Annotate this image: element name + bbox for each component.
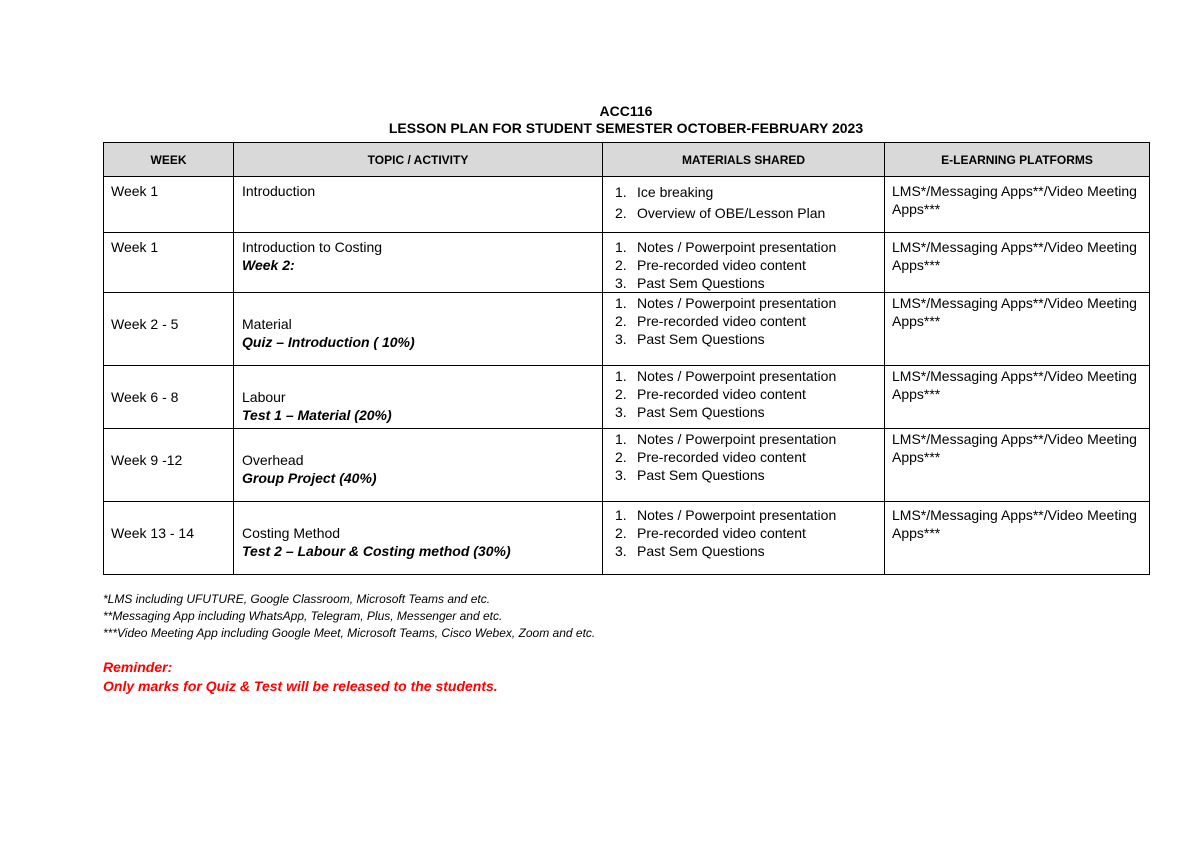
- list-item: 3. Past Sem Questions: [615, 275, 765, 291]
- materials-cell: [603, 293, 885, 366]
- header-topic: TOPIC / ACTIVITY: [234, 143, 603, 177]
- materials-cell: [603, 366, 885, 429]
- table-row: [104, 177, 1150, 233]
- list-item: 2. Pre-recorded video content: [615, 449, 806, 465]
- reminder-block: [103, 658, 498, 696]
- week-cell: Week 9 -12: [104, 429, 234, 502]
- platforms-cell: LMS*/Messaging Apps**/Video Meeting Apps***: [885, 233, 1150, 293]
- list-item: 2. Pre-recorded video content: [615, 313, 806, 329]
- course-code: ACC116: [599, 103, 653, 119]
- materials-list: [615, 238, 884, 292]
- activity-text: Week 2:: [242, 257, 295, 273]
- topic-text: Introduction to Costing: [242, 239, 383, 255]
- reminder-heading: Reminder:: [103, 659, 173, 675]
- platforms-cell: LMS*/Messaging Apps**/Video Meeting Apps***: [885, 502, 1150, 575]
- document-title-block: [103, 103, 1149, 137]
- week-cell: Week 1: [104, 233, 234, 293]
- topic-cell: [234, 177, 603, 233]
- table-header-row: [104, 143, 1150, 177]
- platforms-cell: LMS*/Messaging Apps**/Video Meeting Apps***: [885, 429, 1150, 502]
- list-item: 3. Past Sem Questions: [615, 543, 765, 559]
- activity-text: Test 2 – Labour & Costing method (30%): [242, 543, 511, 559]
- list-item: 3. Past Sem Questions: [615, 467, 765, 483]
- plan-title: LESSON PLAN FOR STUDENT SEMESTER OCTOBER-FEBRUARY 2023: [388, 120, 864, 136]
- materials-list: [615, 430, 884, 484]
- table-row: [104, 293, 1150, 366]
- header-platforms: E-LEARNING PLATFORMS: [885, 143, 1150, 177]
- footnote-messaging: **Messaging App including WhatsApp, Telegram, Plus, Messenger and etc.: [103, 609, 503, 623]
- list-item: 2. Overview of OBE/Lesson Plan: [615, 205, 826, 221]
- materials-cell: [603, 502, 885, 575]
- table-row: [104, 233, 1150, 293]
- list-item: 3. Past Sem Questions: [615, 404, 765, 420]
- topic-cell: [234, 233, 603, 293]
- topic-text: Labour: [242, 389, 286, 405]
- list-item: 2. Pre-recorded video content: [615, 525, 806, 541]
- footnote-video: ***Video Meeting App including Google Meet, Microsoft Teams, Cisco Webex, Zoom and etc.: [103, 626, 596, 640]
- topic-text: Introduction: [242, 183, 316, 199]
- materials-list: [615, 506, 884, 560]
- topic-text: Material: [242, 316, 292, 332]
- week-cell: Week 1: [104, 177, 234, 233]
- platforms-cell: LMS*/Messaging Apps**/Video Meeting Apps***: [885, 366, 1150, 429]
- platforms-cell: LMS*/Messaging Apps**/Video Meeting Apps***: [885, 293, 1150, 366]
- topic-cell: [234, 429, 603, 502]
- reminder-text: Only marks for Quiz & Test will be released to the students.: [103, 678, 498, 694]
- lesson-plan-table: [103, 142, 1150, 575]
- header-materials: MATERIALS SHARED: [603, 143, 885, 177]
- topic-text: Overhead: [242, 452, 304, 468]
- week-cell: Week 6 - 8: [104, 366, 234, 429]
- list-item: 3. Past Sem Questions: [615, 331, 765, 347]
- materials-list: [615, 182, 884, 224]
- list-item: 2. Pre-recorded video content: [615, 386, 806, 402]
- topic-cell: [234, 366, 603, 429]
- materials-cell: [603, 429, 885, 502]
- list-item: 1. Notes / Powerpoint presentation: [615, 507, 837, 523]
- week-cell: Week 13 - 14: [104, 502, 234, 575]
- topic-cell: [234, 502, 603, 575]
- list-item: 1. Notes / Powerpoint presentation: [615, 295, 837, 311]
- table-row: [104, 429, 1150, 502]
- materials-cell: [603, 177, 885, 233]
- activity-text: Test 1 – Material (20%): [242, 407, 392, 423]
- list-item: 1. Notes / Powerpoint presentation: [615, 239, 837, 255]
- materials-list: [615, 367, 884, 421]
- activity-text: Quiz – Introduction ( 10%): [242, 334, 415, 350]
- topic-text: Costing Method: [242, 525, 341, 541]
- footnotes: [103, 591, 595, 642]
- list-item: 1. Notes / Powerpoint presentation: [615, 368, 837, 384]
- list-item: 1. Notes / Powerpoint presentation: [615, 431, 837, 447]
- materials-cell: [603, 233, 885, 293]
- materials-list: [615, 294, 884, 348]
- topic-cell: [234, 293, 603, 366]
- header-week: WEEK: [104, 143, 234, 177]
- week-cell: Week 2 - 5: [104, 293, 234, 366]
- list-item: 2. Pre-recorded video content: [615, 257, 806, 273]
- table-row: [104, 502, 1150, 575]
- platforms-cell: LMS*/Messaging Apps**/Video Meeting Apps***: [885, 177, 1150, 233]
- list-item: 1. Ice breaking: [615, 184, 714, 200]
- activity-text: Group Project (40%): [242, 470, 377, 486]
- table-row: [104, 366, 1150, 429]
- footnote-lms: *LMS including UFUTURE, Google Classroom, Microsoft Teams and etc.: [103, 592, 491, 606]
